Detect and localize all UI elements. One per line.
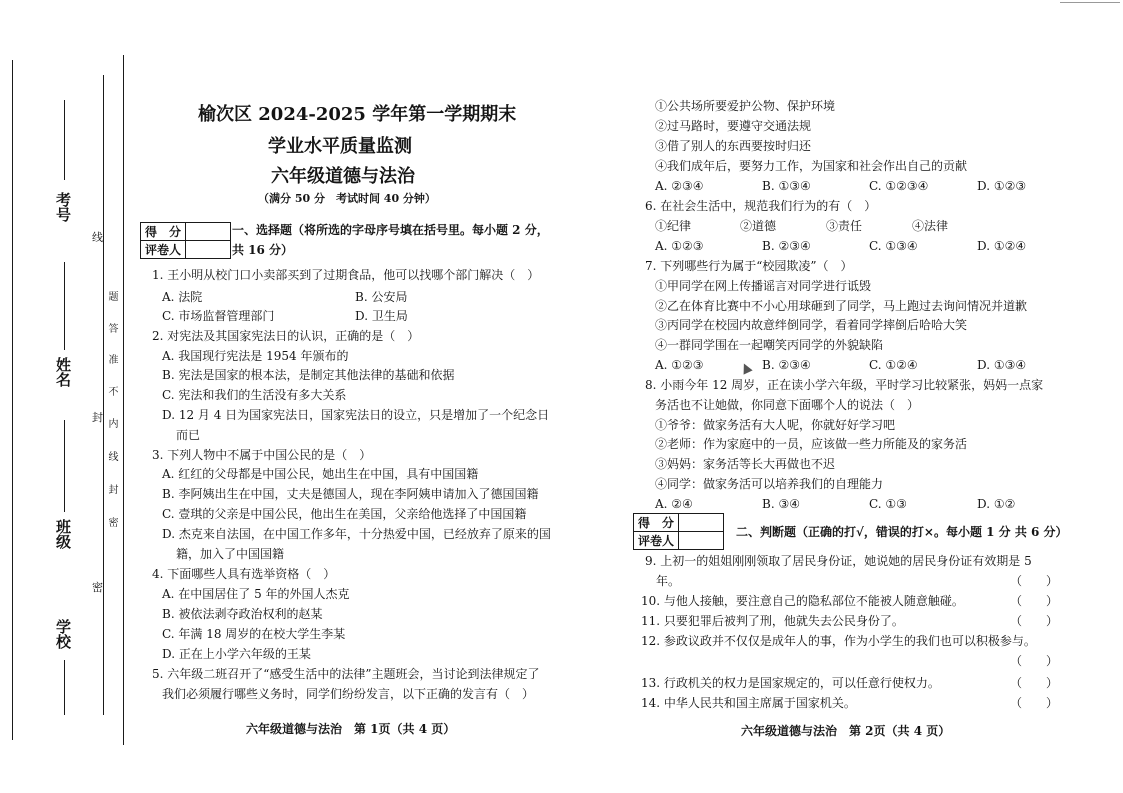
q7-option-d: D. ①③④ <box>977 358 1027 372</box>
q9-text: 9. 上初一的姐姐刚刚领取了居民身份证，她说她的居民身份证有效期是 5 <box>645 554 1032 568</box>
name-label: 姓名 <box>56 356 72 389</box>
grader-label: 评卷人 <box>141 241 186 259</box>
q5-statement-1: ①公共场所要爱护公物、保护环境 <box>655 99 836 113</box>
warn-char-7: 封 <box>108 485 119 496</box>
q7-statement-2: ②乙在体育比赛中不小心用球砸到了同学，马上跑过去询问情况并道歉 <box>655 299 1028 313</box>
q1-option-b: B. 公安局 <box>355 290 408 304</box>
q12-text: 12. 参政议政并不仅仅是成年人的事，作为小学生的我们也可以积极参与。 <box>641 634 1036 648</box>
q8-statement-4: ④同学：做家务活可以培养我们的自理能力 <box>655 477 884 491</box>
warn-char-4: 不 <box>108 387 119 398</box>
q1-stem: 1. 王小明从校门口小卖部买到了过期食品，他可以找哪个部门解决（ ） <box>152 268 540 282</box>
q8-option-d: D. ①② <box>977 497 1016 511</box>
q4-option-c: C. 年满 18 周岁的在校大学生李某 <box>162 627 346 641</box>
q6-statement-3: ③责任 <box>826 219 863 233</box>
school-blank <box>64 660 65 715</box>
q5-option-c: C. ①②③④ <box>869 179 929 193</box>
q7-option-b: B. ②③④ <box>762 358 811 372</box>
q2-option-d-cont: 而已 <box>176 428 201 442</box>
q5-statement-3: ③借了别人的东西要按时归还 <box>655 139 812 153</box>
q14-text: 14. 中华人民共和国主席属于国家机关。 <box>641 696 856 710</box>
q6-option-c: C. ①③④ <box>869 239 918 253</box>
q10-answer-paren[interactable]: （ ） <box>1010 594 1059 608</box>
score-box-1 <box>140 222 231 259</box>
q3-option-d-cont: 籍，加入了中国国籍 <box>176 547 285 561</box>
q6-option-a: A. ①②③ <box>655 239 704 253</box>
score-cell[interactable] <box>186 223 231 241</box>
q2-option-b: B. 宪法是国家的根本法，是制定其他法律的基础和依据 <box>162 368 455 382</box>
q2-option-c: C. 宪法和我们的生活没有多大关系 <box>162 388 347 402</box>
q8-option-c: C. ①③ <box>869 497 907 511</box>
q11-answer-paren[interactable]: （ ） <box>1010 614 1059 628</box>
q11-text: 11. 只要犯罪后被判了刑，他就失去公民身份了。 <box>641 614 904 628</box>
q4-option-a: A. 在中国居住了 5 年的外国人杰克 <box>162 587 350 601</box>
school-label: 学校 <box>56 618 72 651</box>
exam-title-line3: 六年级道德与法治 <box>271 166 415 187</box>
page1-footer: 六年级道德与法治 第 1页（共 4 页） <box>246 722 456 736</box>
section1-heading: 一、选择题（将所选的字母序号填在括号里。每小题 2 分， <box>232 223 549 237</box>
q6-statement-4: ④法律 <box>912 219 949 233</box>
class-label: 班级 <box>56 518 72 551</box>
q5-option-a: A. ②③④ <box>655 179 704 193</box>
page2-footer: 六年级道德与法治 第 2页（共 4 页） <box>741 724 951 738</box>
q6-option-d: D. ①②④ <box>977 239 1027 253</box>
q3-option-c: C. 壹琪的父亲是中国公民，他出生在美国，父亲给他选择了中国国籍 <box>162 507 527 521</box>
exam-title-line2: 学业水平质量监测 <box>268 136 412 157</box>
q7-option-a: A. ①②③ <box>655 358 704 372</box>
q3-option-a: A. 红红的父母都是中国公民，她出生在中国，具有中国国籍 <box>162 467 479 481</box>
q2-option-d: D. 12 月 4 日为国家宪法日，国家宪法日的设立，只是增加了一个纪念日 <box>162 408 550 422</box>
class-blank <box>64 420 65 512</box>
warn-char-2: 答 <box>108 324 119 335</box>
q8-option-a: A. ②④ <box>655 497 693 511</box>
q8-statement-3: ③妈妈：家务活等长大再做也不迟 <box>655 457 836 471</box>
q2-stem: 2. 对宪法及其国家宪法日的认识，正确的是（ ） <box>152 329 420 343</box>
q9-answer-paren[interactable]: （ ） <box>1010 574 1059 588</box>
q7-statement-3: ③丙同学在校园内故意绊倒同学，看着同学摔倒后哈哈大笑 <box>655 318 968 332</box>
score-box-2 <box>633 513 724 550</box>
q13-answer-paren[interactable]: （ ） <box>1010 676 1059 690</box>
q4-option-b: B. 被依法剥夺政治权利的赵某 <box>162 607 323 621</box>
grader-cell-2[interactable] <box>679 532 724 550</box>
q6-statement-1: ①纪律 <box>655 219 692 233</box>
q6-stem: 6. 在社会生活中，规范我们行为的有（ ） <box>645 199 877 213</box>
q12-answer-paren[interactable]: （ ） <box>1010 654 1059 668</box>
q13-text: 13. 行政机关的权力是国家规定的，可以任意行使权力。 <box>641 676 940 690</box>
score-cell-2[interactable] <box>679 514 724 532</box>
q10-text: 10. 与他人接触，要注意自己的隐私部位不能被人随意触碰。 <box>641 594 964 608</box>
q8-statement-1: ①爷爷：做家务活有大人呢，你就好好学习吧 <box>655 418 896 432</box>
warn-char-1: 题 <box>108 292 119 303</box>
q1-option-a: A. 法院 <box>162 290 203 304</box>
q7-option-c: C. ①②④ <box>869 358 918 372</box>
section1-heading-cont: 共 16 分） <box>232 243 294 257</box>
q1-option-c: C. 市场监督管理部门 <box>162 309 275 323</box>
warn-char-5: 内 <box>108 419 119 430</box>
q8-statement-2: ②老师：作为家庭中的一员，应该做一些力所能及的家务活 <box>655 437 968 451</box>
q8-option-b: B. ③④ <box>762 497 800 511</box>
warn-char-8: 密 <box>108 518 119 529</box>
warn-char-3: 准 <box>108 355 119 366</box>
seal-char-feng: 封 <box>92 411 103 424</box>
q5-stem: 5. 六年级二班召开了“感受生活中的法律”主题班会，当讨论到法律规定了 <box>152 667 540 681</box>
exam-title-line1: 榆次区 2024-2025 学年第一学期期末 <box>198 104 517 125</box>
score-label: 得 分 <box>141 223 186 241</box>
q7-statement-1: ①甲同学在网上传播谣言对同学进行诋毁 <box>655 279 872 293</box>
q9-text-cont: 年。 <box>656 574 681 588</box>
exam-subtitle: （满分 50 分 考试时间 40 分钟） <box>258 192 436 205</box>
q2-option-a: A. 我国现行宪法是 1954 年颁布的 <box>162 349 349 363</box>
binding-edge-line <box>12 60 13 740</box>
binding-inner-line <box>123 55 124 745</box>
seal-char-xian: 线 <box>92 231 103 244</box>
name-blank <box>64 262 65 350</box>
q4-stem: 4. 下面哪些人具有选举资格（ ） <box>152 567 336 581</box>
q5-statement-2: ②过马路时，要遵守交通法规 <box>655 119 812 133</box>
q14-answer-paren[interactable]: （ ） <box>1010 696 1059 710</box>
q8-stem-cont: 务活也不让她做，你同意下面哪个人的说法（ ） <box>655 398 920 412</box>
score-label-2: 得 分 <box>634 514 679 532</box>
warn-char-6: 线 <box>108 452 119 463</box>
binding-seal-line <box>103 75 104 715</box>
q1-option-d: D. 卫生局 <box>355 309 408 323</box>
exam-no-label: 考号 <box>56 191 72 224</box>
q8-stem: 8. 小雨今年 12 周岁，正在读小学六年级，平时学习比较紧张，妈妈一点家 <box>645 378 1044 392</box>
scan-edge-mark <box>1060 2 1120 3</box>
q5-option-b: B. ①③④ <box>762 179 811 193</box>
q3-option-d: D. 杰克来自法国，在中国工作多年，十分热爱中国，已经放弃了原来的国 <box>162 527 551 541</box>
q5-option-d: D. ①②③ <box>977 179 1027 193</box>
mouse-cursor-icon <box>739 361 752 374</box>
grader-label-2: 评卷人 <box>634 532 679 550</box>
seal-char-mi: 密 <box>92 581 103 594</box>
exam-no-blank <box>64 100 65 180</box>
grader-cell[interactable] <box>186 241 231 259</box>
q5-stem-cont: 我们必须履行哪些义务时，同学们纷纷发言，以下正确的发言有（ ） <box>162 687 535 701</box>
q5-statement-4: ④我们成年后，要努力工作，为国家和社会作出自己的贡献 <box>655 159 968 173</box>
q7-statement-4: ④一群同学围在一起嘲笑丙同学的外貌缺陷 <box>655 338 884 352</box>
q6-option-b: B. ②③④ <box>762 239 811 253</box>
q6-statement-2: ②道德 <box>740 219 777 233</box>
section2-heading: 二、判断题（正确的打√，错误的打×。每小题 1 分 共 6 分） <box>736 525 1068 539</box>
q7-stem: 7. 下列哪些行为属于“校园欺凌”（ ） <box>645 259 853 273</box>
q4-option-d: D. 正在上小学六年级的王某 <box>162 647 311 661</box>
q3-option-b: B. 李阿姨出生在中国，丈夫是德国人，现在李阿姨申请加入了德国国籍 <box>162 487 539 501</box>
q3-stem: 3. 下列人物中不属于中国公民的是（ ） <box>152 448 372 462</box>
